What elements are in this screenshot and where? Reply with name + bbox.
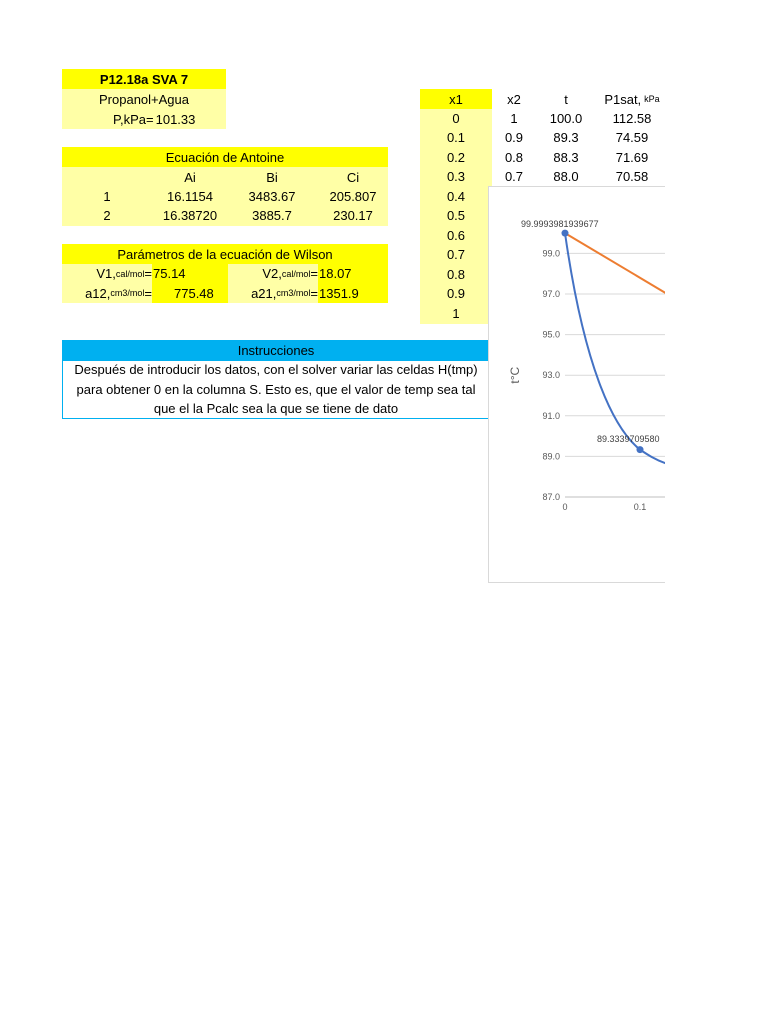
v2-label: V2, cal/mol = <box>262 266 318 281</box>
a12-label: a12, cm3/mol = <box>85 285 152 301</box>
x1-cell[interactable]: 1 <box>452 305 460 321</box>
x1-cell[interactable]: 0.5 <box>446 208 466 223</box>
table-cell-t[interactable]: 88.3 <box>553 149 579 165</box>
table-cell-p1sat[interactable]: 71.69 <box>615 149 649 165</box>
x1-cell[interactable]: 0.6 <box>446 227 466 243</box>
antoine-a2[interactable]: 16.38720 <box>162 207 218 223</box>
data-label: 99.9993981939677 <box>521 219 599 229</box>
pressure-label: P,kPa= <box>113 111 154 127</box>
instructions-body <box>62 361 490 419</box>
y-tick-label: 91.0 <box>542 410 560 421</box>
x1-cell[interactable]: 0.2 <box>446 149 466 165</box>
v2-value[interactable]: 18.07 <box>318 264 388 283</box>
x-tick-label: 0 <box>562 502 568 512</box>
x1-cell[interactable]: 0.9 <box>446 286 466 301</box>
a21-value[interactable]: 1351.9 <box>318 283 388 303</box>
antoine-c2[interactable]: 230.17 <box>333 207 373 223</box>
y-tick-label: 99.0 <box>542 248 560 259</box>
table-cell-p1sat[interactable]: 112.58 <box>612 110 652 126</box>
antoine-row-id: 1 <box>103 188 111 204</box>
antoine-title: Ecuación de Antoine <box>62 147 388 167</box>
antoine-b1[interactable]: 3483.67 <box>248 188 296 204</box>
table-header-p1sat: P1sat, kPa <box>604 91 660 107</box>
x1-cell[interactable]: 0.3 <box>446 169 466 184</box>
table-header-x2: x2 <box>507 91 521 107</box>
antoine-col-c: Ci <box>346 169 360 185</box>
system-name: Propanol+Agua <box>62 89 226 109</box>
table-cell-t[interactable]: 89.3 <box>553 130 579 145</box>
table-cell-x2[interactable]: 0.9 <box>504 130 524 145</box>
y-tick-label: 87.0 <box>542 492 560 502</box>
instructions-line: para obtener 0 en la columna S. Esto es, que el valor de temp sea tal <box>76 382 476 397</box>
table-header-t: t <box>564 91 568 107</box>
x1-cell[interactable]: 0 <box>452 110 460 126</box>
x1-cell[interactable]: 0.1 <box>446 130 466 145</box>
temperature-chart[interactable] <box>489 187 665 582</box>
instructions-line: que el la Pcalc sea la que se tiene de dato <box>153 401 399 416</box>
antoine-col-a: Ai <box>184 169 196 185</box>
table-cell-p1sat[interactable]: 70.58 <box>615 169 649 184</box>
table-cell-x2[interactable]: 1 <box>510 110 518 126</box>
wilson-title: Parámetros de la ecuación de Wilson <box>62 244 388 264</box>
antoine-col-b: Bi <box>266 169 278 185</box>
series-line-orange <box>565 233 665 582</box>
antoine-c1[interactable]: 205.807 <box>329 188 377 204</box>
instructions-line: Después de introducir los datos, con el solver variar las celdas H(tmp) <box>74 362 478 377</box>
instructions-title: Instrucciones <box>62 340 490 361</box>
table-cell-x2[interactable]: 0.7 <box>504 169 524 184</box>
antoine-b2[interactable]: 3885.7 <box>252 207 292 223</box>
table-cell-t[interactable]: 88.0 <box>553 169 579 184</box>
a12-value[interactable]: 775.48 <box>152 283 228 303</box>
data-point <box>637 446 644 453</box>
v1-value[interactable]: 75.14 <box>152 264 228 283</box>
pressure-value[interactable]: 101.33 <box>155 111 196 127</box>
table-header-x1: x1 <box>449 91 463 107</box>
x1-cell[interactable]: 0.4 <box>446 188 466 204</box>
x1-cell[interactable]: 0.8 <box>446 266 466 282</box>
data-label: 89.3339709580 <box>597 434 660 444</box>
y-tick-label: 95.0 <box>542 329 560 340</box>
y-tick-label: 89.0 <box>542 451 560 462</box>
table-cell-t[interactable]: 100.0 <box>549 110 583 126</box>
x-tick-label: 0.1 <box>633 502 647 512</box>
data-point <box>562 230 569 237</box>
table-cell-p1sat[interactable]: 74.59 <box>615 130 649 145</box>
antoine-row-id: 2 <box>103 207 111 223</box>
y-axis-label: t°C <box>508 366 522 384</box>
v1-label: V1, cal/mol = <box>96 266 152 281</box>
pressure-row <box>62 109 226 129</box>
x1-cell[interactable]: 0.7 <box>446 247 466 262</box>
table-cell-x2[interactable]: 0.8 <box>504 149 524 165</box>
sheet-title: P12.18a SVA 7 <box>62 69 226 89</box>
a21-label: a21, cm3/mol = <box>251 285 318 301</box>
chart-panel[interactable] <box>488 186 665 583</box>
y-tick-label: 93.0 <box>542 370 560 381</box>
antoine-a1[interactable]: 16.1154 <box>166 188 214 204</box>
y-tick-label: 97.0 <box>542 289 560 299</box>
